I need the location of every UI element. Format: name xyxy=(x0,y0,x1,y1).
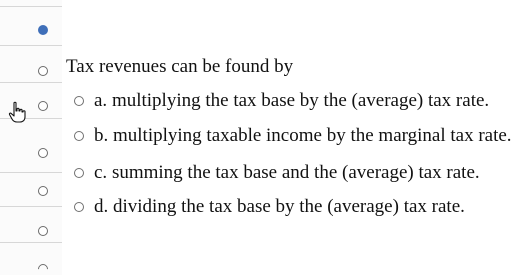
option-d-radio[interactable] xyxy=(74,202,84,212)
strip-dot[interactable] xyxy=(38,186,48,196)
strip-dot-selected[interactable] xyxy=(38,25,48,35)
strip-divider xyxy=(0,206,62,207)
option-a-radio[interactable] xyxy=(74,96,84,106)
option-a-text: multiplying the tax base by the (average) tax rate. xyxy=(111,90,490,111)
option-c-radio[interactable] xyxy=(74,168,84,178)
option-c-letter: c. xyxy=(94,162,108,183)
question-text: Tax revenues can be found by xyxy=(66,56,294,77)
strip-divider xyxy=(0,82,62,83)
option-d-text: dividing the tax base by the (average) tax rate. xyxy=(113,196,465,217)
strip-dot[interactable] xyxy=(38,101,48,111)
option-a[interactable] xyxy=(74,90,489,112)
option-c[interactable] xyxy=(74,162,480,184)
strip-dot[interactable] xyxy=(38,66,48,76)
strip-dot[interactable] xyxy=(38,226,48,236)
left-answer-strip xyxy=(0,0,62,275)
option-a-letter: a. xyxy=(94,90,108,111)
strip-dot-partial[interactable] xyxy=(36,262,50,275)
strip-divider xyxy=(0,242,62,243)
strip-divider xyxy=(0,45,62,46)
option-d[interactable] xyxy=(74,196,465,218)
option-b-radio[interactable] xyxy=(74,131,84,141)
strip-divider xyxy=(0,6,62,7)
hand-pointer-icon xyxy=(8,101,26,123)
option-b[interactable] xyxy=(74,125,512,147)
option-b-letter: b. xyxy=(94,125,109,146)
option-d-letter: d. xyxy=(94,196,109,217)
strip-dot[interactable] xyxy=(38,148,48,158)
strip-divider xyxy=(0,172,62,173)
option-b-text: multiplying taxable income by the marginal tax rate. xyxy=(113,125,512,146)
option-c-text: summing the tax base and the (average) tax rate. xyxy=(111,162,480,183)
